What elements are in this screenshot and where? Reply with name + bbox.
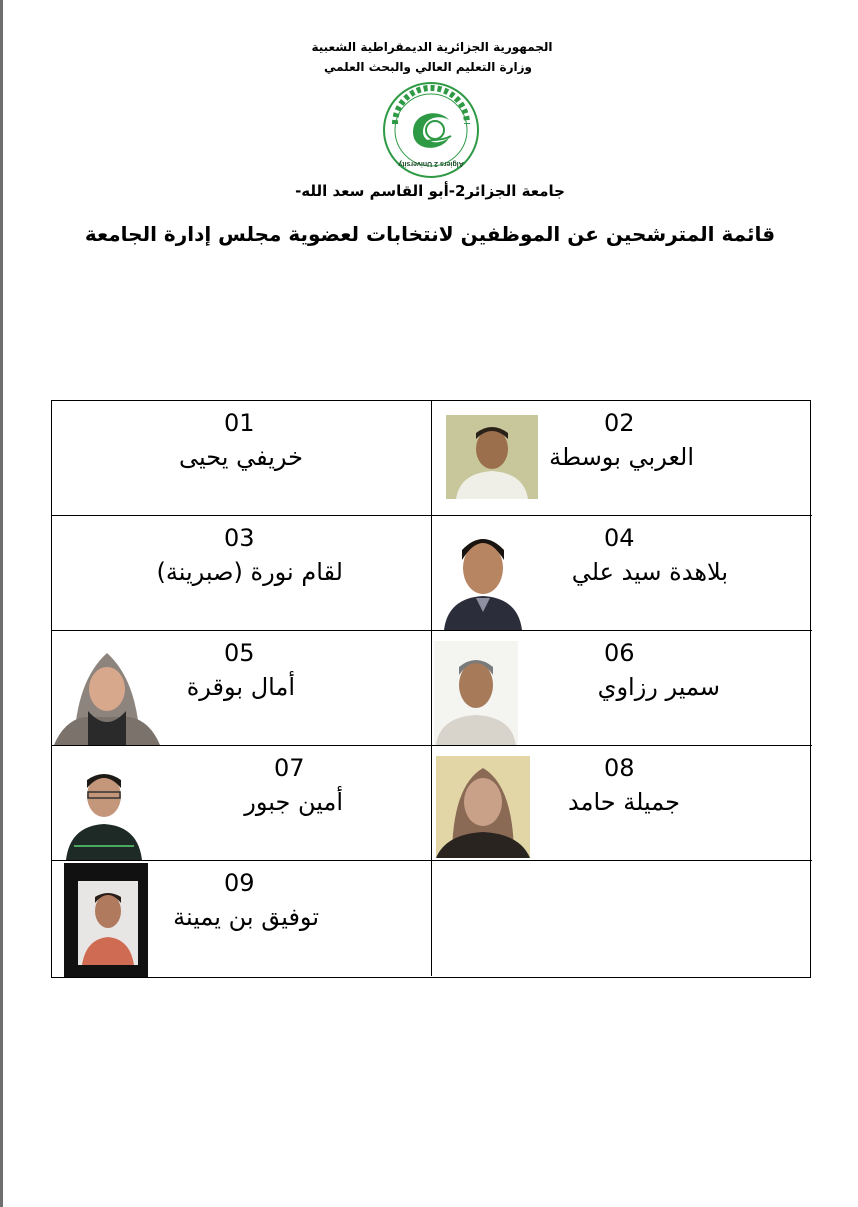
candidate-photo [64, 863, 148, 977]
candidate-photo [64, 760, 144, 860]
candidate-photo [54, 641, 160, 745]
ministry-line: وزارة التعليم العالي والبحث العلمي [323, 60, 533, 74]
candidate-number: 01 [224, 409, 255, 437]
candidate-cell-02 [432, 401, 812, 516]
candidate-number: 02 [604, 409, 635, 437]
candidate-number: 08 [604, 754, 635, 782]
candidate-name: جميلة حامد [568, 788, 680, 816]
candidate-cell-09 [52, 861, 432, 976]
candidate-cell-05 [52, 631, 432, 746]
candidate-cell-07 [52, 746, 432, 861]
empty-cell [432, 861, 812, 976]
candidate-cell-06 [432, 631, 812, 746]
candidate-name: أمين جبور [244, 788, 343, 816]
candidate-cell-01 [52, 401, 432, 516]
university-name: جامعة الجزائر2-أبو القاسم سعد الله- [295, 182, 565, 200]
candidate-name: لقام نورة (صبرينة) [156, 558, 343, 586]
candidate-name: سمير رزاوي [597, 673, 720, 701]
candidate-name: توفيق بن يمينة [173, 903, 319, 931]
logo-text: Algiers 2 University [398, 160, 464, 167]
candidate-cell-03 [52, 516, 432, 631]
candidate-number: 06 [604, 639, 635, 667]
candidate-name: العربي بوسطة [549, 443, 694, 471]
candidate-number: 03 [224, 524, 255, 552]
university-logo [377, 80, 485, 180]
candidate-number: 07 [274, 754, 305, 782]
candidate-name: أمال بوقرة [186, 673, 295, 701]
candidate-cell-04 [432, 516, 812, 631]
candidate-photo [446, 415, 538, 499]
candidate-cell-08 [432, 746, 812, 861]
candidate-photo [436, 756, 530, 858]
document-title: قائمة المترشحين عن الموظفين لانتخابات لعضوية مجلس إدارة الجامعة [84, 222, 776, 246]
document-header [0, 0, 858, 260]
candidate-name: بلاهدة سيد علي [571, 558, 728, 586]
candidate-name: خريفي يحيى [179, 443, 303, 471]
candidate-photo [434, 641, 518, 745]
candidate-photo [440, 522, 526, 630]
candidate-number: 09 [224, 869, 255, 897]
candidate-number: 05 [224, 639, 255, 667]
candidate-number: 04 [604, 524, 635, 552]
republic-line: الجمهورية الجزائرية الديمقراطية الشعبية [311, 40, 553, 54]
candidates-table [51, 400, 811, 978]
